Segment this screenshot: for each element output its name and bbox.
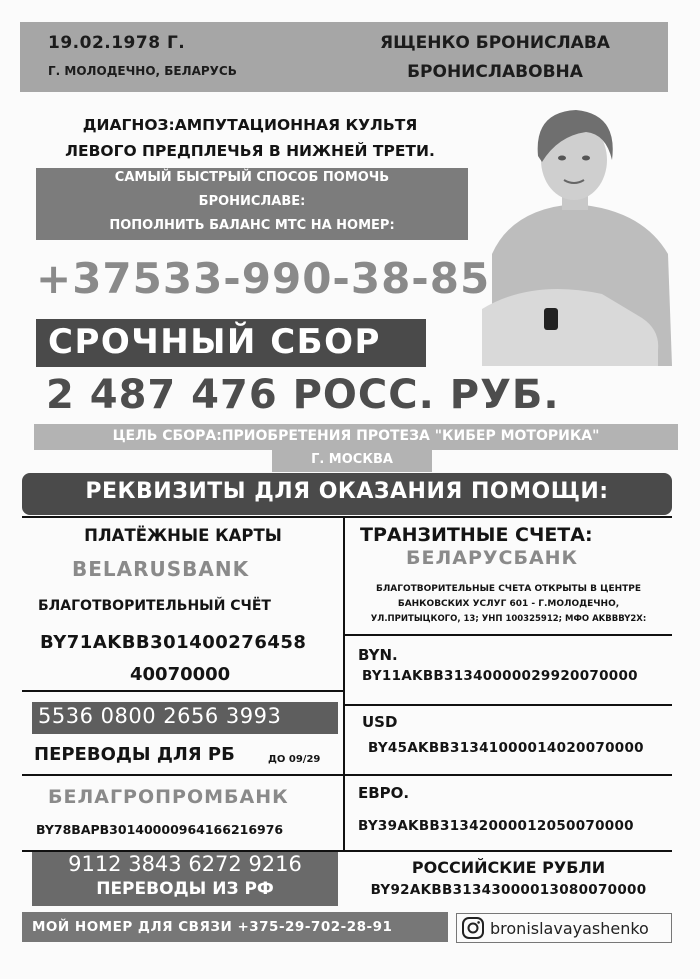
column-divider (343, 516, 345, 852)
card1-note: ПЕРЕВОДЫ ДЛЯ РБ (34, 744, 235, 765)
account-byn: BY11AKBB31340000029920070000 (362, 668, 638, 684)
portrait-photo (482, 104, 678, 366)
fast-help-line-3: ПОПОЛНИТЬ БАЛАНС МТС НА НОМЕР: (109, 218, 395, 233)
currency-usd: USD (362, 713, 398, 731)
instagram-handle-box (456, 913, 672, 943)
left-divider-1 (22, 690, 344, 692)
left-divider-2 (22, 774, 344, 776)
contact-phone: МОЙ НОМЕР ДЛЯ СВЯЗИ +375-29-702-28-91 (32, 919, 393, 935)
watch-shape (544, 308, 558, 330)
currency-eur: ЕВРО. (358, 784, 410, 802)
instagram-handle: bronislavayashenko (490, 918, 649, 938)
diagnosis-line-1: ДИАГНОЗ:АМПУТАЦИОННАЯ КУЛЬТЯ (82, 116, 418, 134)
fast-help-line-1: САМЫЙ БЫСТРЫЙ СПОСОБ ПОМОЧЬ (114, 170, 390, 185)
fast-help-line-2: БРОНИСЛАВЕ: (198, 194, 306, 209)
target-amount: 2 487 476 РОСС. РУБ. (46, 372, 560, 418)
transit-note-3: УЛ.ПРИТЫЦКОГО, 13; УНП 100325912; МФО AKBBBY2X: (370, 614, 647, 624)
charity-account-number-1: BY71AKBB301400276458 (40, 632, 307, 653)
transit-accounts-title: ТРАНЗИТНЫЕ СЧЕТА: (360, 524, 593, 546)
requisites-title: РЕКВИЗИТЫ ДЛЯ ОКАЗАНИЯ ПОМОЩИ: (85, 479, 609, 504)
account-rub: BY92AKBB31343000013080070000 (370, 882, 647, 898)
card2-number: 9112 3843 6272 9216 (68, 852, 302, 876)
full-name-patronymic: БРОНИСЛАВОВНА (407, 62, 583, 82)
goal-line-1: ЦЕЛЬ СБОРА:ПРИОБРЕТЕНИЯ ПРОТЕЗА "КИБЕР МОТОРИКА" (112, 428, 600, 444)
currency-rub: РОССИЙСКИЕ РУБЛИ (411, 858, 606, 877)
right-divider-2 (345, 704, 672, 706)
charity-account-label: БЛАГОТВОРИТЕЛЬНЫЙ СЧЁТ (38, 598, 271, 614)
card1-expiry: ДО 09/29 (268, 754, 321, 765)
belagroprombank-account: BY78BAPB30140000964166216976 (36, 822, 284, 837)
diagnosis-line-2: ЛЕВОГО ПРЕДПЛЕЧЬЯ В НИЖНЕЙ ТРЕТИ. (65, 142, 435, 160)
birth-date: 19.02.1978 Г. (48, 33, 186, 53)
goal-line-2: Г. МОСКВА (311, 452, 393, 467)
belagroprombank-name: БЕЛАГРОПРОМБАНК (48, 786, 289, 808)
table-top-border (22, 516, 672, 518)
payment-cards-title: ПЛАТЁЖНЫЕ КАРТЫ (84, 526, 282, 545)
transit-note-1: БЛАГОТВОРИТЕЛЬНЫЕ СЧЕТА ОТКРЫТЫ В ЦЕНТРЕ (375, 584, 642, 594)
currency-byn: BYN. (358, 646, 398, 664)
instagram-icon (461, 916, 485, 940)
account-usd: BY45AKBB31341000014020070000 (368, 740, 644, 756)
urgent-title: СРОЧНЫЙ СБОР (48, 322, 381, 362)
right-divider-1 (345, 634, 672, 636)
card1-number: 5536 0800 2656 3993 (38, 704, 282, 728)
account-eur: BY39AKBB31342000012050070000 (358, 818, 634, 834)
belarusbank-cyrillic: БЕЛАРУСБАНК (406, 547, 579, 569)
mts-phone-number: +37533-990-38-85 (36, 254, 491, 303)
charity-account-number-2: 40070000 (130, 664, 231, 685)
full-name-surname: ЯЩЕНКО БРОНИСЛАВА (380, 33, 610, 53)
birth-city: Г. МОЛОДЕЧНО, БЕЛАРУСЬ (48, 64, 237, 78)
card2-note: ПЕРЕВОДЫ ИЗ РФ (96, 879, 274, 899)
belarusbank-latin: BELARUSBANK (72, 557, 250, 581)
right-divider-3 (345, 774, 672, 776)
transit-note-2: БАНКОВСКИХ УСЛУГ 601 - Г.МОЛОДЕЧНО, (397, 599, 620, 609)
